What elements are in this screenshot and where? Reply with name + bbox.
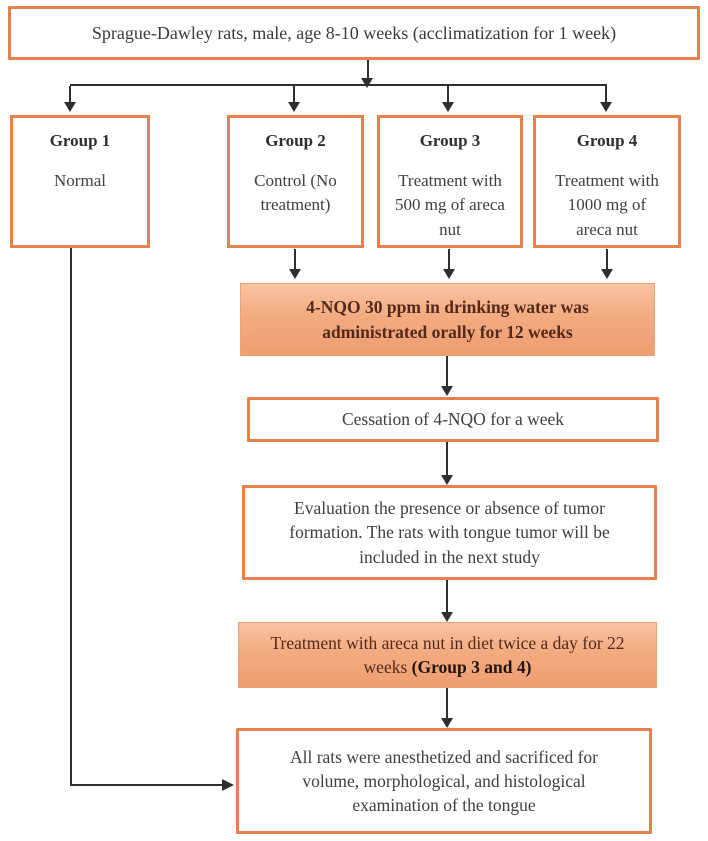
step-evaluation-text: Evaluation the presence or absence of tumor formation. The rats with tongue tumor will be included in the next study — [289, 498, 610, 567]
connector-group1-vertical — [70, 248, 72, 786]
arrow-down-icon — [443, 269, 455, 279]
arrow-down-icon — [441, 386, 453, 396]
step-nqo-box — [240, 283, 655, 356]
connector-areca-final — [446, 688, 448, 719]
header-box — [8, 6, 700, 60]
step-cessation-text: Cessation of 4-NQO for a week — [341, 409, 565, 430]
connector-branch-line — [70, 84, 607, 86]
arrow-down-icon — [600, 102, 612, 112]
connector-group4-nqo — [606, 249, 608, 270]
arrow-down-icon — [441, 612, 453, 622]
group-2-box — [227, 115, 364, 248]
group-3-box — [377, 115, 523, 248]
connector-group2-nqo — [294, 249, 296, 270]
step-nqo-text: 4-NQO 30 ppm in drinking water was administrated orally for 12 weeks — [306, 297, 589, 342]
arrow-down-icon — [441, 475, 453, 485]
connector-stem-line — [367, 60, 369, 79]
connector-group3-nqo — [448, 249, 450, 270]
arrow-down-icon — [289, 269, 301, 279]
arrow-down-icon — [441, 718, 453, 728]
group-2-title: Group 2 — [265, 131, 326, 150]
step-areca-text-normal: Treatment with areca nut in diet twice a day for 22 weeks — [270, 632, 625, 677]
connector-cessation-evaluation — [446, 442, 448, 476]
arrow-right-icon — [222, 779, 234, 791]
step-evaluation-box — [242, 485, 657, 580]
group-3-body: Treatment with 500 mg of areca nut — [395, 170, 505, 239]
group-4-body: Treatment with 1000 mg of areca nut — [555, 170, 659, 239]
group-1-title: Group 1 — [49, 131, 111, 150]
step-areca-text — [264, 631, 632, 679]
connector-evaluation-areca — [446, 580, 448, 613]
arrow-down-icon — [361, 78, 373, 88]
connector-drop-group3 — [447, 86, 449, 103]
connector-drop-group4 — [605, 86, 607, 103]
group-2-body: Control (No treatment) — [254, 170, 337, 215]
arrow-down-icon — [601, 269, 613, 279]
step-final-box — [236, 728, 652, 834]
group-1-body: Normal — [54, 170, 106, 190]
step-areca-text-bold: (Group 3 and 4) — [411, 657, 532, 677]
group-3-title: Group 3 — [419, 131, 481, 150]
step-cessation-box — [247, 397, 659, 442]
arrow-down-icon — [64, 102, 76, 112]
group-4-box — [533, 115, 681, 248]
step-areca-box — [238, 622, 657, 688]
header-text: Sprague-Dawley rats, male, age 8-10 weeks (acclimatization for 1 week) — [91, 22, 617, 43]
arrow-down-icon — [288, 102, 300, 112]
arrow-down-icon — [442, 102, 454, 112]
connector-nqo-cessation — [446, 356, 448, 387]
connector-group1-horizontal — [70, 784, 222, 786]
connector-drop-group1 — [69, 86, 71, 103]
group-1-box — [10, 115, 150, 248]
step-final-text: All rats were anesthetized and sacrificed for volume, morphological, and histological examination of the tongue — [289, 746, 599, 816]
connector-drop-group2 — [293, 86, 295, 103]
group-4-title: Group 4 — [576, 131, 638, 150]
